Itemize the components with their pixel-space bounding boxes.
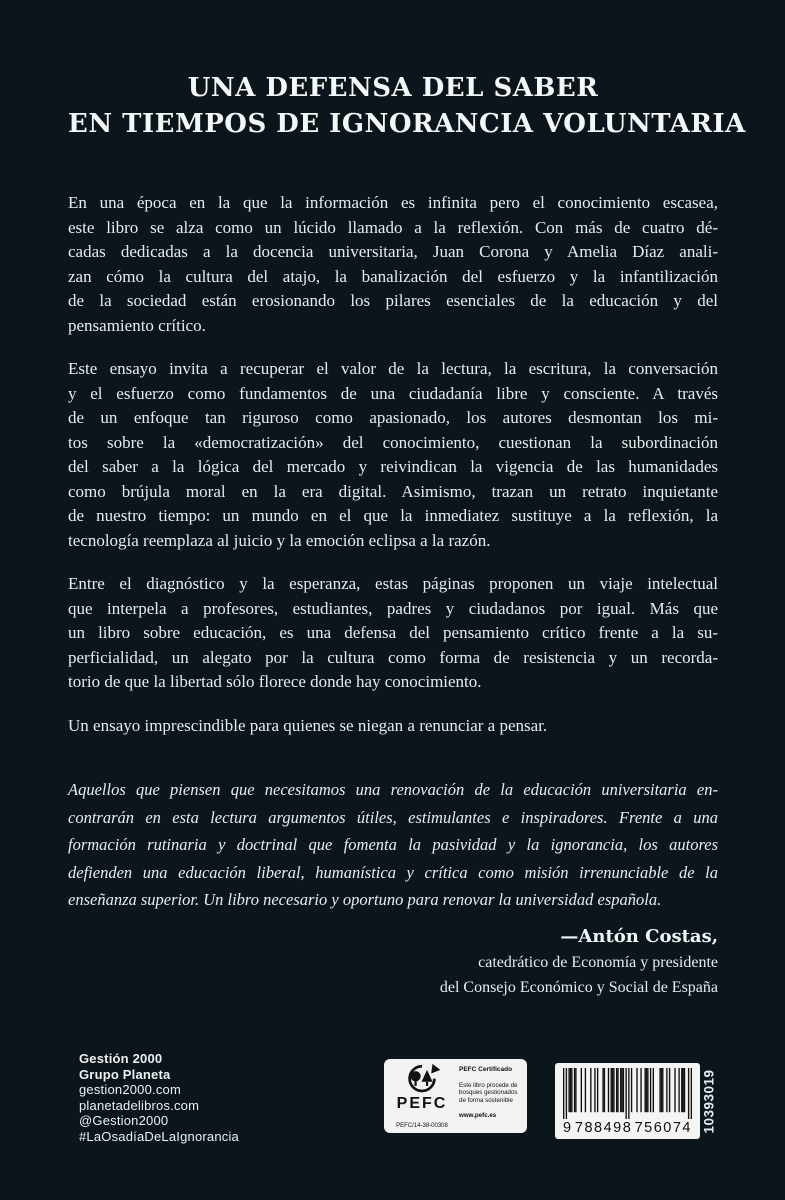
barcode-digits	[563, 1120, 692, 1136]
pefc-url: www.pefc.es	[459, 1112, 497, 1119]
text-line: formación rutinaria y doctrinal que fomenta la pasividad y la ignorancia, los autores	[68, 835, 718, 854]
pefc-label	[384, 1059, 527, 1133]
body-paragraphs	[68, 191, 718, 738]
text-line: tecnología reemplaza al juicio y la emoción eclipsa a la razón.	[68, 530, 491, 550]
text-line: zan cómo la cultura del atajo, la banalización del esfuerzo y la infantilización	[68, 266, 718, 286]
text-line: este libro se alza como un lúcido llamado a la reflexión. Con más de cuatro dé-	[68, 217, 718, 237]
paragraph	[68, 572, 718, 695]
barcode-bars	[563, 1068, 692, 1119]
text-line: de un enfoque tan riguroso como apasionado, los autores desmontan los mi-	[68, 408, 718, 427]
review-quote	[68, 776, 718, 914]
pefc-wordmark: PEFC	[396, 1095, 448, 1112]
text-line: de la sociedad están erosionando los pilares esenciales de la educación y del	[68, 291, 718, 310]
text-line: defienden una educación liberal, humanística y crítica como misión irrenunciable de la	[68, 862, 718, 882]
text-line: cadas dedicadas a la docencia universitaria, Juan Corona y Amelia Díaz anali-	[68, 242, 718, 261]
back-cover-content	[68, 0, 746, 1000]
text-line: de nuestro tiempo: un mundo en el que la inmediatez sustituye a la reflexión, la	[68, 506, 718, 525]
text-line: un libro sobre educación, es una defensa del pensamiento crítico frente a la su-	[68, 623, 718, 642]
text-line: #LaOsadíaDeLaIgnorancia	[79, 1128, 239, 1144]
text-line: y el esfuerzo como fundamentos de una ciudadanía libre y consciente. A través	[68, 383, 718, 403]
pefc-cert-title: PEFC Certificado	[459, 1066, 513, 1073]
text-line: Grupo Planeta	[79, 1066, 171, 1082]
pefc-label-top	[390, 1063, 521, 1122]
pefc-license-code: PEFC/14-38-00308	[396, 1123, 448, 1129]
quote-attribution-role	[68, 950, 718, 1000]
pefc-label-right	[454, 1063, 521, 1122]
barcode-digit-group: 788498	[574, 1120, 633, 1136]
pefc-label-bottom	[390, 1122, 521, 1130]
isbn-barcode	[555, 1063, 700, 1139]
paragraph	[68, 714, 718, 739]
text-line: que interpela a profesores, estudiantes, padres y ciudadanos por igual. Más que	[68, 598, 718, 618]
pefc-cert-text: Este libro procede de bosques gestionados de forma sostenible	[459, 1081, 518, 1104]
print-code-text: 10393019	[701, 1068, 717, 1134]
text-line: planetadelibros.com	[79, 1097, 200, 1113]
text-line: gestion2000.com	[79, 1082, 182, 1097]
text-line: @Gestion2000	[79, 1113, 169, 1128]
text-line: contrarán en esta lectura argumentos útiles, estimulantes e inspiradores. Frente a una	[68, 807, 718, 827]
text-line: Aquellos que piensen que necesitamos una renovación de la educación universitaria en-	[68, 780, 718, 799]
quote-attribution-name: —Antón Costas,	[560, 925, 718, 947]
text-line: Gestión 2000	[79, 1051, 163, 1066]
text-line: pensamiento crítico.	[68, 315, 206, 335]
text-line: tos sobre la «democratización» del conocimiento, cuestionan la subordinación	[68, 432, 718, 452]
text-line: del saber a la lógica del mercado y reivindican la vigencia de las humanidades	[68, 457, 718, 476]
text-line: catedrático de Economía y presidente	[478, 953, 718, 971]
text-line: perficialidad, un alegato por la cultura como forma de resistencia y un recorda-	[68, 647, 718, 667]
text-line: enseñanza superior. Un libro necesario y oportuno para renovar la universidad española.	[68, 890, 662, 909]
text-line: UNA DEFENSA DEL SABER	[187, 73, 599, 103]
text-line: torio de que la libertad sólo florece donde hay conocimiento.	[68, 672, 482, 691]
print-code-vertical	[698, 1063, 720, 1139]
text-line: EN TIEMPOS DE IGNORANCIA VOLUNTARIA	[68, 109, 746, 139]
pefc-label-left	[390, 1063, 454, 1122]
publisher-links	[79, 1082, 239, 1144]
publisher-block	[79, 1051, 239, 1144]
text-line: Un ensayo imprescindible para quienes se niegan a renunciar a pensar.	[68, 715, 548, 735]
book-title	[68, 70, 746, 142]
text-line: Este ensayo invita a recuperar el valor de la lectura, la escritura, la conversación	[68, 359, 718, 378]
publisher-name	[79, 1051, 239, 1082]
text-line: como brújula moral en la era digital. Asimismo, trazan un retrato inquietante	[68, 481, 718, 501]
barcode-digit-group: 756074	[634, 1120, 692, 1136]
paragraph	[68, 357, 718, 553]
text-line: del Consejo Económico y Social de España	[439, 978, 718, 996]
barcode-digit-group: 9	[563, 1120, 573, 1136]
text-line: En una época en la que la información es infinita pero el conocimiento escasea,	[68, 193, 718, 212]
pefc-trees-icon	[399, 1063, 445, 1096]
text-line: Entre el diagnóstico y la esperanza, estas páginas proponen un viaje intelectual	[68, 574, 718, 593]
paragraph	[68, 191, 718, 338]
